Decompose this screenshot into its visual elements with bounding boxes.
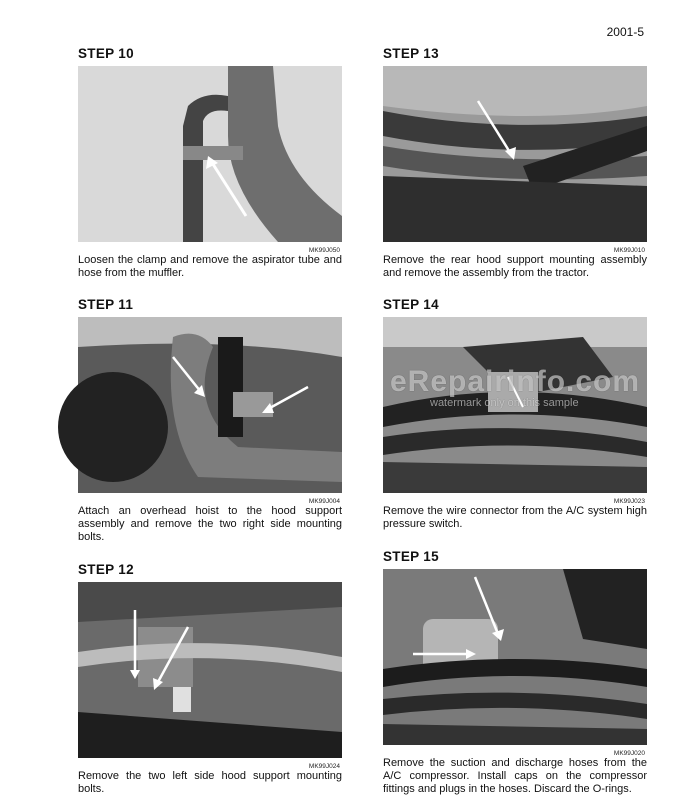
figure-code: MK99J020 — [613, 750, 645, 757]
step-10 — [78, 46, 342, 291]
figure-code: MK99J050 — [308, 247, 340, 254]
step-photo — [383, 317, 647, 505]
step-heading: STEP 12 — [78, 562, 134, 577]
figure-code: MK99J004 — [308, 498, 340, 505]
figure-code: MK99J010 — [613, 247, 645, 254]
step-14 — [383, 297, 647, 542]
step-photo — [383, 66, 647, 254]
step-caption: Remove the suction and discharge hoses from the A/C compressor. Install caps on the compressor fittings and plugs in the hoses. Discard the O-rings. — [383, 757, 647, 795]
step-heading: STEP 13 — [383, 46, 439, 61]
step-caption: Loosen the clamp and remove the aspirator tube and hose from the muffler. — [78, 254, 342, 279]
step-heading: STEP 10 — [78, 46, 134, 61]
step-photo — [78, 582, 342, 770]
step-photo — [383, 569, 647, 757]
step-heading: STEP 11 — [78, 297, 134, 312]
figure-code: MK99J024 — [308, 763, 340, 770]
step-15 — [383, 549, 647, 807]
step-caption: Remove the two left side hood support mounting bolts. — [78, 770, 342, 795]
step-11 — [78, 297, 342, 555]
watermark-main: eRepairinfo.com — [390, 365, 641, 398]
watermark-sub: watermark only on this sample — [430, 397, 579, 409]
step-caption: Remove the wire connector from the A/C system high pressure switch. — [383, 505, 647, 530]
page-number: 2001-5 — [606, 25, 644, 39]
step-caption: Remove the rear hood support mounting assembly and remove the assembly from the tractor. — [383, 254, 647, 279]
step-12 — [78, 562, 342, 807]
step-photo — [78, 317, 342, 505]
step-heading: STEP 15 — [383, 549, 439, 564]
step-heading: STEP 14 — [383, 297, 439, 312]
step-13 — [383, 46, 647, 291]
figure-code: MK99J023 — [613, 498, 645, 505]
step-photo — [78, 66, 342, 254]
step-caption: Attach an overhead hoist to the hood support assembly and remove the two right side mounting bolts. — [78, 505, 342, 543]
